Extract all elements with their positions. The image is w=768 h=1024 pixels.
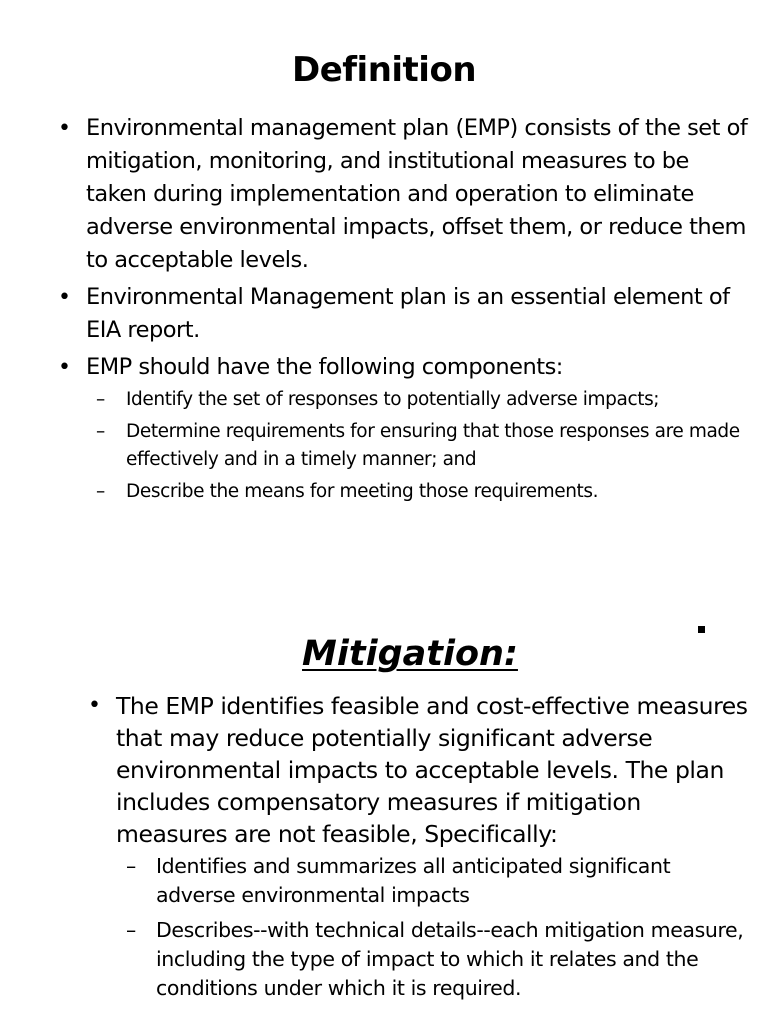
dash-marker: – xyxy=(96,389,105,410)
bullet-text: The EMP identifies feasible and cost-effective measures that may reduce potentially significant adverse environmental impacts to acceptable levels. The plan includes compensatory measures if mitigation measures are not feasible, Specifically: xyxy=(116,692,748,848)
bullet-marker: • xyxy=(58,285,71,310)
bullet-item xyxy=(58,351,748,506)
bullet-item xyxy=(58,112,748,277)
bullet-text: Environmental Management plan is an essential element of EIA report. xyxy=(86,284,730,343)
bullet-marker: • xyxy=(88,693,101,718)
sub-bullet-item xyxy=(96,478,748,506)
stray-dot-mark xyxy=(698,626,705,633)
slide-title: Mitigation: xyxy=(302,634,518,674)
sub-bullet-item xyxy=(96,386,748,414)
sub-bullet-text: Determine requirements for ensuring that those responses are made effectively and in a timely manner; and xyxy=(126,421,740,470)
sub-bullet-text: Describes--with technical details--each mitigation measure, including the type of impact to which it relates and the conditions under which it is required. xyxy=(156,918,744,1000)
dash-marker: – xyxy=(126,854,136,878)
sub-bullet-list xyxy=(116,852,748,1003)
sub-bullet-text: Identify the set of responses to potentially adverse impacts; xyxy=(126,389,660,410)
bullet-marker: • xyxy=(58,116,71,141)
slide-mitigation xyxy=(0,560,768,1024)
dash-marker: – xyxy=(96,421,105,442)
bullet-list xyxy=(88,690,748,1009)
bullet-text: EMP should have the following components: xyxy=(86,354,563,380)
bullet-text: Environmental management plan (EMP) consists of the set of mitigation, monitoring, and institutional measures to be taken during implementation and operation to eliminate adverse environmental impacts, offset them, or reduce them to acceptable levels. xyxy=(86,115,748,273)
sub-bullet-item xyxy=(126,916,748,1003)
dash-marker: – xyxy=(126,918,136,942)
sub-bullet-item xyxy=(126,852,748,910)
bullet-item xyxy=(88,690,748,1003)
dash-marker: – xyxy=(96,481,105,502)
sub-bullet-text: Describe the means for meeting those requirements. xyxy=(126,481,599,502)
bullet-marker: • xyxy=(58,355,71,380)
slide-title: Definition xyxy=(291,50,477,90)
sub-bullet-item xyxy=(96,418,748,474)
bullet-list xyxy=(58,112,748,510)
sub-bullet-list xyxy=(86,386,748,506)
bullet-item xyxy=(58,281,748,347)
sub-bullet-text: Identifies and summarizes all anticipated significant adverse environmental impacts xyxy=(156,854,671,907)
